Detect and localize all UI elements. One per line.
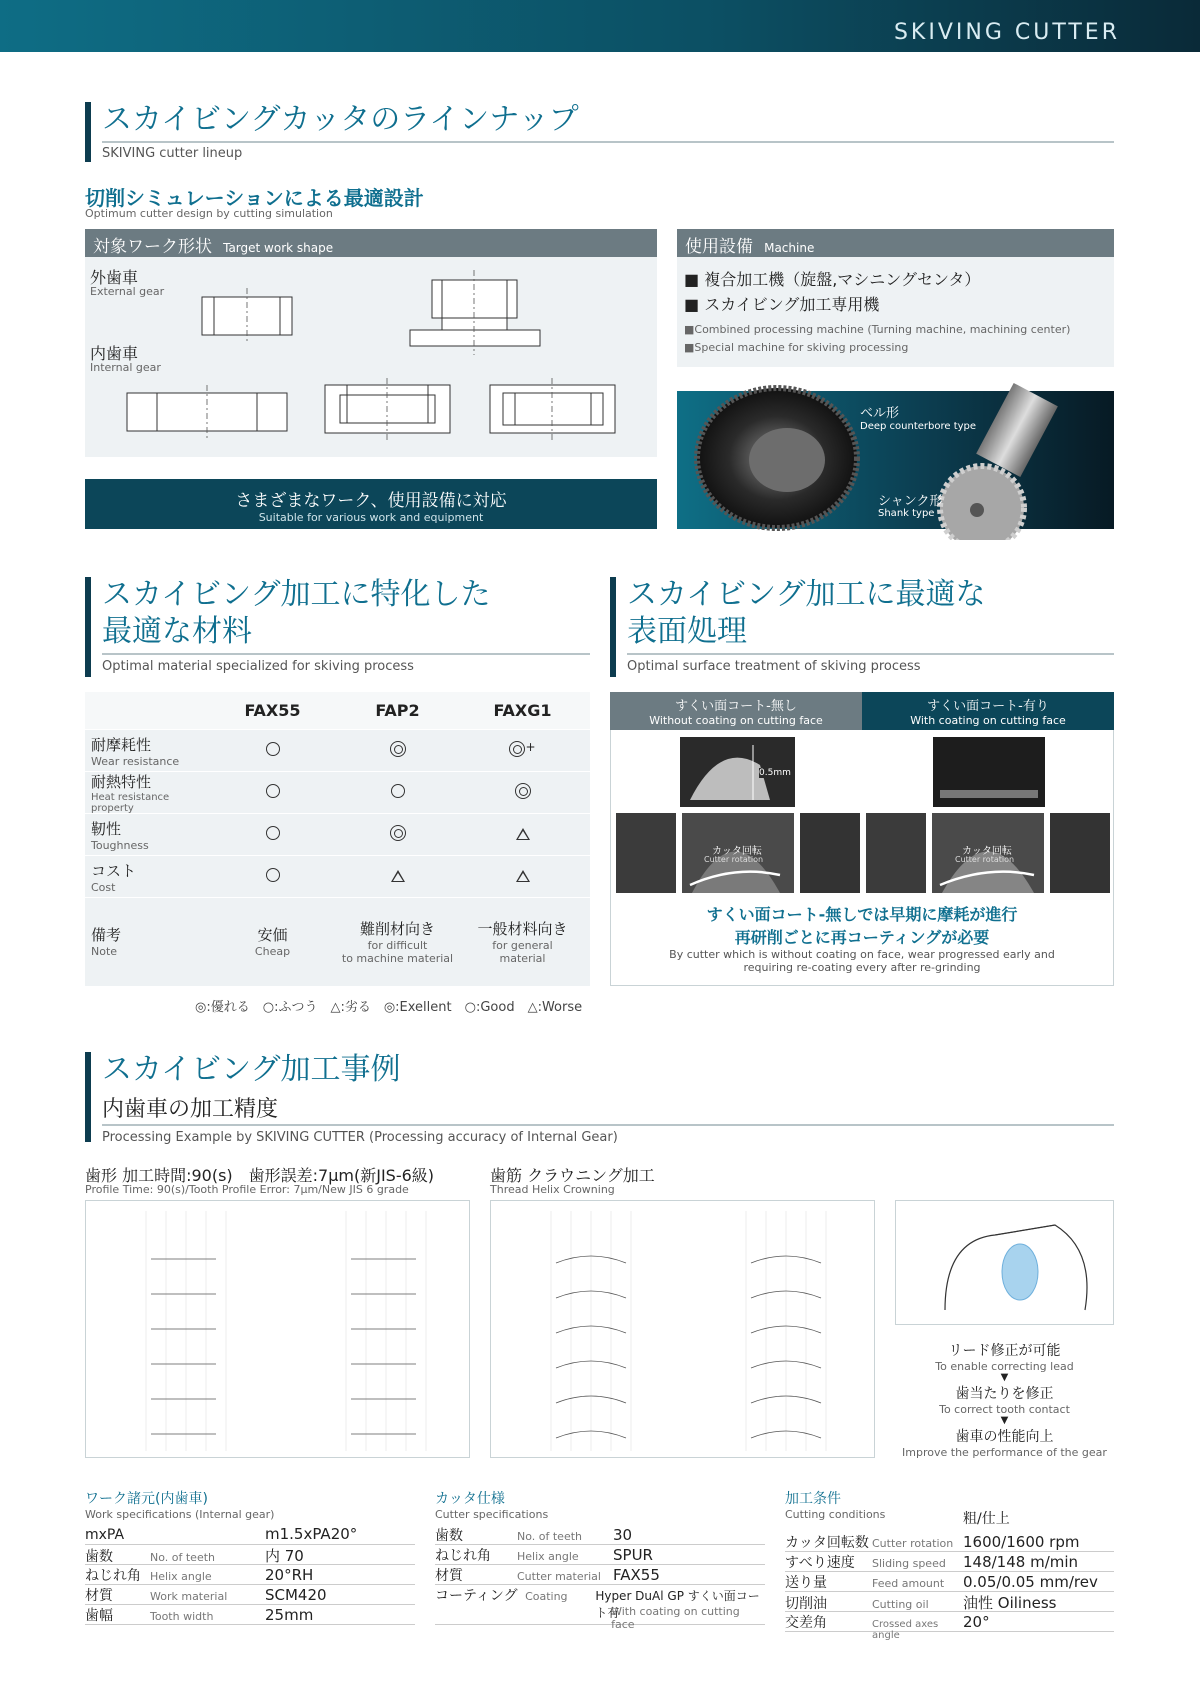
material-title-2: 最適な材料	[102, 614, 252, 649]
spec-label-en: Coating	[525, 1590, 568, 1603]
wear-photos	[610, 735, 1114, 895]
col-faxg1: FAXG1	[493, 701, 552, 720]
table-row	[785, 1572, 1114, 1592]
spec-label-en: Tooth width	[150, 1610, 214, 1623]
spec-value: 0.05/0.05 mm/rev	[963, 1573, 1098, 1591]
cutter-spec-table	[435, 1488, 765, 1631]
with-coating-jp: すくい面コート-有り	[927, 699, 1049, 714]
surface-msg-en-2: requiring re-coating every after re-grinding	[743, 961, 981, 974]
scale-label: 0.5mm	[759, 768, 791, 778]
banner-en: Suitable for various work and equipment	[258, 511, 484, 524]
spec-value: 内 70	[265, 1547, 304, 1565]
internal-gear-label-en: Internal gear	[90, 361, 161, 374]
cutting-conditions-table	[785, 1488, 1114, 1641]
spec-label-en: No. of teeth	[517, 1530, 582, 1543]
spec-label: 交差角	[785, 1615, 827, 1631]
conditions-title: 加工条件	[785, 1491, 841, 1507]
helix-chart	[490, 1200, 875, 1458]
divider	[627, 653, 1114, 655]
excellent-symbol	[509, 741, 525, 757]
spec-label: すべり速度	[785, 1555, 855, 1571]
section-bar	[85, 577, 91, 677]
surface-title-1: スカイビング加工に最適な	[627, 577, 986, 612]
spec-value: 20°RH	[265, 1566, 314, 1584]
good-symbol	[266, 784, 280, 798]
surface-msg-en-1: By cutter which is without coating on face, wear progressed early and	[669, 948, 1055, 961]
bell-type-label: ベル形	[860, 406, 900, 421]
table-row	[435, 1525, 765, 1545]
table-row	[85, 814, 590, 856]
profile-label-en: Profile Time: 90(s)/Tooth Profile Error: 7μm/New JIS 6 grade	[85, 1183, 409, 1196]
worse-symbol	[516, 870, 530, 882]
col-fax55: FAX55	[244, 701, 301, 720]
spec-label: ねじれ角	[85, 1568, 141, 1584]
spec-label-en: Helix angle	[150, 1570, 212, 1583]
spec-value: SPUR	[613, 1546, 653, 1564]
surface-msg-1: すくい面コート-無しでは早期に摩耗が進行	[706, 905, 1018, 924]
surface-title-2: 表面処理	[627, 614, 747, 649]
spec-value: SCM420	[265, 1586, 327, 1604]
table-row	[785, 1612, 1114, 1641]
divider	[102, 141, 1114, 143]
lineup-title: スカイビングカッタのラインナップ	[102, 102, 579, 137]
table-row	[785, 1592, 1114, 1612]
without-coating-jp: すくい面コート-無し	[675, 699, 797, 714]
table-row	[435, 1565, 765, 1585]
spec-value: Hyper DuAl GP すくい面コート有	[595, 1589, 760, 1620]
spec-value: 油性 Oiliness	[963, 1594, 1057, 1612]
flow-step-1: リード修正が可能	[948, 1343, 1061, 1359]
spec-label: 歯数	[435, 1528, 463, 1544]
good-symbol	[391, 784, 405, 798]
flow-step-3-en: Improve the performance of the gear	[902, 1446, 1107, 1459]
shank-type-label: シャンク形	[878, 494, 943, 509]
shank-type-label-en: Shank type	[878, 508, 935, 519]
down-arrow-icon: ▼	[1000, 1372, 1009, 1383]
note-general-en-1: for general	[492, 938, 553, 952]
note-label: 備考	[91, 926, 122, 944]
spec-value: 20°	[963, 1613, 990, 1631]
cutter-spec-title: カッタ仕様	[435, 1491, 505, 1507]
spec-label-en: Cutter rotation	[872, 1537, 954, 1550]
banner-jp: さまざまなワーク、使用設備に対応	[235, 491, 507, 511]
rotation-label-left: カッタ回転	[712, 846, 762, 857]
spec-value: m1.5xPA20°	[265, 1525, 358, 1543]
suitable-banner	[85, 479, 657, 529]
spec-label: mxPA	[85, 1527, 125, 1543]
without-coating-band	[610, 692, 862, 730]
work-spec-title: ワーク諸元(内歯車)	[85, 1491, 208, 1507]
table-row	[85, 730, 590, 772]
spec-label: 歯数	[85, 1549, 113, 1565]
good-symbol	[266, 826, 280, 840]
section-bar	[85, 1052, 91, 1142]
table-row	[785, 1532, 1114, 1552]
external-gear-label-en: External gear	[90, 285, 165, 298]
work-shape-drawings	[85, 260, 657, 455]
excellent-symbol	[390, 825, 406, 841]
note-general: 一般材料向き	[477, 919, 568, 938]
spec-value: 30	[613, 1526, 633, 1544]
surface-subtitle: Optimal surface treatment of skiving process	[627, 659, 921, 674]
improvement-flow	[895, 1340, 1114, 1459]
table-row	[785, 1552, 1114, 1572]
target-label-en: Target work shape	[223, 241, 334, 255]
worse-symbol	[516, 828, 530, 840]
flow-step-2: 歯当たりを修正	[955, 1386, 1054, 1402]
note-difficult-en-1: for difficult	[367, 938, 428, 952]
spec-label: ねじれ角	[435, 1548, 491, 1564]
with-coating-band	[862, 692, 1114, 730]
table-row	[85, 856, 590, 898]
row-label: 耐熱特性	[91, 773, 152, 791]
machine-en-1: ■Combined processing machine (Turning machine, machining center)	[684, 323, 1071, 336]
material-table	[85, 692, 590, 986]
good-symbol	[266, 742, 280, 756]
note-difficult-en-2: to machine material	[341, 951, 454, 965]
design-subtitle: Optimum cutter design by cutting simulation	[85, 207, 333, 220]
target-label: 対象ワーク形状	[93, 237, 212, 257]
lineup-subtitle: SKIVING cutter lineup	[102, 146, 243, 161]
machine-label-en: Machine	[764, 241, 815, 255]
spec-label-en: Helix angle	[517, 1550, 579, 1563]
table-row	[85, 1545, 415, 1565]
spec-label-en: Sliding speed	[872, 1557, 946, 1570]
spec-value: FAX55	[613, 1566, 660, 1584]
spec-label-en: Cutting oil	[872, 1598, 929, 1611]
good-symbol	[266, 868, 280, 882]
helix-label: 歯筋 クラウニング加工	[490, 1166, 655, 1185]
spec-label: コーティング	[435, 1588, 518, 1604]
spec-label: 歯幅	[85, 1608, 113, 1624]
note-general-en-2: material	[499, 951, 546, 965]
work-spec-title-en: Work specifications (Internal gear)	[85, 1508, 275, 1521]
worse-symbol	[391, 870, 405, 882]
row-label-en: Cost	[91, 880, 116, 894]
spec-label-en: Crossed axes angle	[872, 1619, 939, 1641]
note-difficult: 難削材向き	[359, 919, 435, 938]
down-arrow-icon: ▼	[1000, 1415, 1009, 1426]
note-label-en: Note	[91, 945, 118, 958]
target-shape-band	[85, 229, 657, 257]
machine-en-2: ■Special machine for skiving processing	[684, 341, 909, 354]
machine-item-1: ■ 複合加工機（旋盤,マシニングセンタ）	[684, 270, 981, 289]
spec-label: カッタ回転数	[785, 1535, 869, 1551]
divider	[102, 653, 590, 655]
table-row	[85, 1585, 415, 1605]
material-subtitle: Optimal material specialized for skiving process	[102, 659, 414, 674]
excellent-symbol	[390, 741, 406, 757]
table-row	[85, 1525, 415, 1545]
flow-step-1-en: To enable correcting lead	[935, 1360, 1074, 1373]
profile-chart	[85, 1200, 470, 1458]
note-cheap: 安価	[257, 926, 288, 944]
row-label-en: Toughness	[91, 838, 149, 852]
excellent-symbol	[515, 783, 531, 799]
design-title: 切削シミュレーションによる最適設計	[85, 186, 424, 210]
table-row	[85, 1565, 415, 1585]
machine-band	[677, 229, 1114, 257]
example-title-2: 内歯車の加工精度	[102, 1097, 279, 1122]
plus-mark: +	[525, 739, 536, 754]
surface-msg-2: 再研削ごとに再コーティングが必要	[734, 928, 990, 947]
table-row	[435, 1545, 765, 1565]
without-coating-en: Without coating on cutting face	[649, 714, 823, 727]
note-row	[85, 898, 590, 984]
header-title: SKIVING CUTTER	[893, 20, 1120, 45]
spec-value: 25mm	[265, 1606, 314, 1624]
row-label-en: Wear resistance	[91, 754, 180, 768]
work-spec-table	[85, 1488, 415, 1625]
spec-label-en: No. of teeth	[150, 1551, 215, 1564]
spec-label: 切削油	[785, 1596, 827, 1612]
material-header-row	[85, 692, 590, 730]
spec-label-en: Work material	[150, 1590, 228, 1603]
conditions-title-en: Cutting conditions	[785, 1508, 886, 1521]
machine-item-2: ■ スカイビング加工専用機	[684, 295, 880, 314]
material-title-1: スカイビング加工に特化した	[102, 577, 491, 612]
symbol-legend: ◎:優れる ○:ふつう △:劣る ◎:Exellent ○:Good △:Worse	[195, 1000, 583, 1015]
flow-step-2-en: To correct tooth contact	[939, 1403, 1070, 1416]
helix-label-en: Thread Helix Crowning	[490, 1183, 615, 1196]
bell-type-label-en: Deep counterbore type	[860, 421, 977, 432]
spec-label: 材質	[85, 1588, 113, 1604]
rotation-label-right: カッタ回転	[962, 846, 1012, 857]
internal-gear-label: 内歯車	[90, 344, 139, 363]
spec-label: 送り量	[785, 1575, 827, 1591]
spec-value: 1600/1600 rpm	[963, 1533, 1080, 1551]
flow-step-3: 歯車の性能向上	[955, 1429, 1054, 1445]
row-label: 耐摩耗性	[91, 735, 152, 754]
profile-label: 歯形 加工時間:90(s) 歯形誤差:7μm(新JIS-6級)	[85, 1166, 435, 1185]
col-fap2: FAP2	[375, 701, 420, 720]
example-title: スカイビング加工事例	[102, 1052, 401, 1087]
note-cheap-en: Cheap	[254, 945, 291, 958]
section-bar	[610, 577, 616, 677]
example-subtitle: Processing Example by SKIVING CUTTER (Processing accuracy of Internal Gear)	[102, 1130, 618, 1145]
row-label: 靭性	[91, 819, 122, 838]
spec-label-en: Feed amount	[872, 1577, 945, 1590]
machine-label: 使用設備	[685, 237, 753, 257]
cutter-spec-title-en: Cutter specifications	[435, 1508, 549, 1521]
divider	[102, 1124, 1114, 1126]
spec-value-en: With coating on cutting face	[611, 1605, 740, 1631]
row-label: コスト	[91, 861, 137, 880]
rotation-label-left-en: Cutter rotation	[704, 855, 764, 864]
section-bar	[85, 102, 91, 162]
with-coating-en: With coating on cutting face	[910, 714, 1066, 727]
spec-label-en: Cutter material	[517, 1570, 601, 1583]
surface-message	[610, 902, 1114, 974]
rotation-label-right-en: Cutter rotation	[955, 855, 1015, 864]
conditions-head: 粗/仕上	[963, 1511, 1010, 1527]
table-row	[85, 772, 590, 814]
spec-label: 材質	[435, 1568, 463, 1584]
external-gear-label: 外歯車	[90, 268, 139, 287]
table-row	[85, 1605, 415, 1625]
spec-value: 148/148 m/min	[963, 1553, 1079, 1571]
row-label-en: Heat resistance property	[91, 792, 170, 814]
gear-tooth-diagram	[895, 1200, 1114, 1325]
